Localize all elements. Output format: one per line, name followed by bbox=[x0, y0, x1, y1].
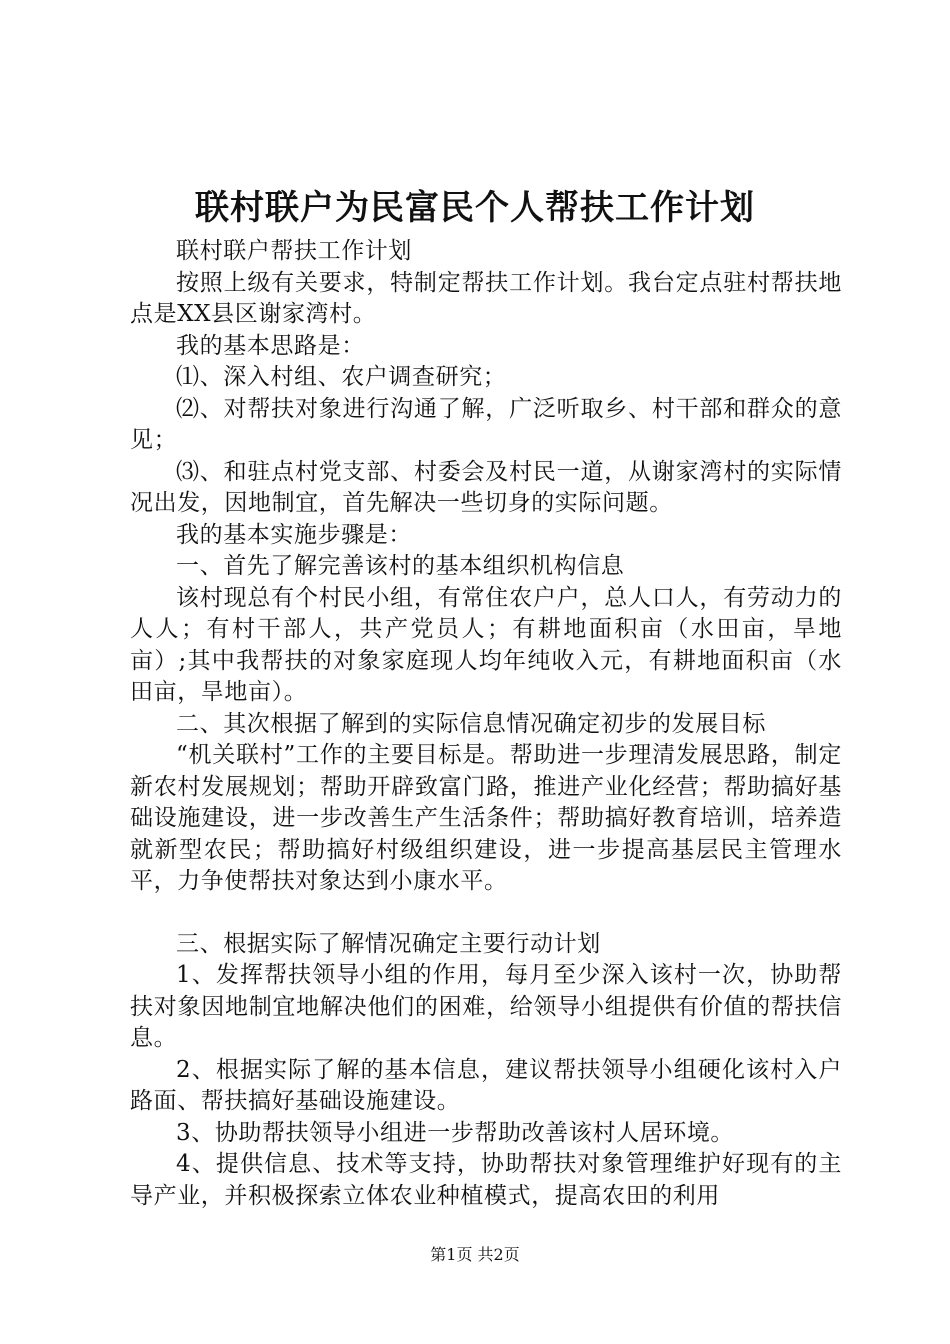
paragraph-action-1: 1、发挥帮扶领导小组的作用，每月至少深入该村一次，协助帮扶对象因地制宜地解决他们的困难，给领导小组提供有价值的帮扶信息。 bbox=[130, 962, 842, 1051]
paragraph-intro: 按照上级有关要求，特制定帮扶工作计划。我台定点驻村帮扶地点是XX县区谢家湾村。 bbox=[130, 269, 842, 327]
paragraph-action-3: 3、协助帮扶领导小组进一步帮助改善该村人居环境。 bbox=[176, 1119, 735, 1146]
paragraph-section-2-body: “机关联村”工作的主要目标是。帮助进一步理清发展思路，制定新农村发展规划；帮助开辟致富门路，推进产业化经营；帮助搞好基础设施建设，进一步改善生产生活条件；帮助搞好教育培训，培养造就新型农民；帮助搞好村级组织建设，进一步提高基层民主管理水平，力争使帮扶对象达到小康水平。 bbox=[130, 742, 842, 894]
paragraph-section-2-heading: 二、其次根据了解到的实际信息情况确定初步的发展目标 bbox=[176, 710, 766, 737]
paragraph-approach-2: ⑵、对帮扶对象进行沟通了解，广泛听取乡、村干部和群众的意见； bbox=[130, 395, 842, 453]
document-title: 联村联户为民富民个人帮扶工作计划 bbox=[195, 188, 755, 228]
paragraph-approach-1: ⑴、深入村组、农户调查研究； bbox=[176, 364, 507, 390]
paragraph-steps-heading: 我的基本实施步骤是： bbox=[176, 521, 412, 548]
paragraph-action-2: 2、根据实际了解的基本信息，建议帮扶领导小组硬化该村入户路面、帮扶搞好基础设施建设。 bbox=[130, 1056, 842, 1114]
page-number-footer: 第1页 共2页 bbox=[430, 1245, 520, 1264]
paragraph-approach-heading: 我的基本思路是： bbox=[176, 332, 365, 359]
paragraph-section-3-heading: 三、根据实际了解情况确定主要行动计划 bbox=[176, 930, 601, 957]
paragraph-approach-3: ⑶、和驻点村党支部、村委会及村民一道，从谢家湾村的实际情况出发，因地制宜，首先解决一些切身的实际问题。 bbox=[130, 458, 842, 516]
paragraph-action-4: 4、提供信息、技术等支持，协助帮扶对象管理维护好现有的主导产业，并积极探索立体农业种植模式，提高农田的利用 bbox=[130, 1151, 842, 1209]
document-body bbox=[130, 236, 842, 1212]
paragraph-section-1-heading: 一、首先了解完善该村的基本组织机构信息 bbox=[176, 553, 625, 579]
paragraph-subtitle: 联村联户帮扶工作计划 bbox=[176, 238, 412, 264]
paragraph-section-1-body: 该村现总有个村民小组，有常住农户户，总人口人，有劳动力的人人；有村干部人，共产党员人；有耕地面积亩（水田亩，旱地亩）;其中我帮扶的对象家庭现人均年纯收入元，有耕地面积亩（水田亩，旱地亩）。 bbox=[130, 584, 842, 705]
